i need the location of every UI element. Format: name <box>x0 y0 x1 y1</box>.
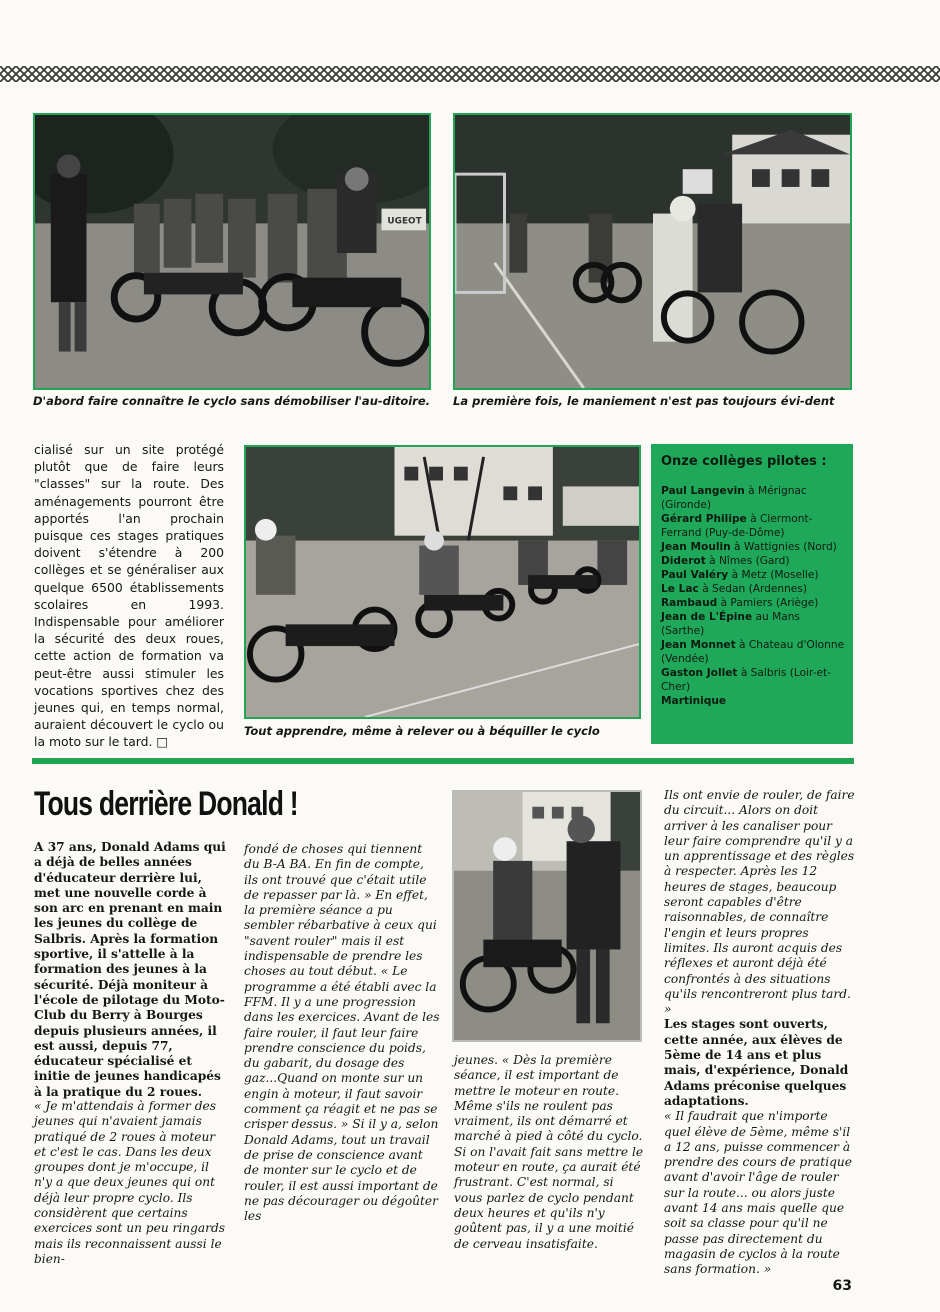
box-title: Onze collèges pilotes : <box>661 454 827 469</box>
list-item: Jean de L'Épine au Mans (Sarthe) <box>661 611 800 637</box>
page-number: 63 <box>832 1278 852 1294</box>
pilot-colleges-box <box>651 444 853 744</box>
list-item: Martinique <box>661 695 727 707</box>
article-column-4 <box>664 788 856 1278</box>
article-column-1-quote: « Je m'attendais à former des jeunes qui n'avaient jamais pratiqué de 2 roues à moteur et c'est le cas. Dans les deux groupes dont je m'occupe, il n'y a que deux jeunes qui ont déjà leur propre cyclo. Ils considèrent que certains exercices sont un peu ringards mais ils reconnaissent aussi le bien- <box>34 1099 226 1266</box>
photo-caption-top-right: La première fois, le maniement n'est pas toujours évi-dent <box>453 394 835 408</box>
decorative-band <box>0 66 940 82</box>
list-item: Le Lac à Sedan (Ardennes) <box>661 583 807 595</box>
list-item: Jean Monnet à Chateau d'Olonne (Vendée) <box>661 639 845 665</box>
list-item: Gérard Philipe à Clermont-Ferrand (Puy-de-Dôme) <box>661 513 813 539</box>
photo-instructor-with-student <box>452 790 642 1042</box>
article-column-3: jeunes. « Dès la première séance, il est important de mettre le moteur en route. Même s'ils ne roulent pas vraiment, ils ont démarré et marché à pied à côté du cyclo. Si on l'avait fait sans mettre le moteur en route, ça aurait été frustrant. C'est normal, si vous parlez de cyclo pendant deux heures et qu'ils n'y goûtent pas, il y a une moitié de cerveau insatisfaite. <box>454 1053 644 1251</box>
article-column-2: fondé de choses qui tiennent du B-A BA. En fin de compte, ils ont trouvé que c'était utile de repasser par là. » En effet, la première séance a pu sembler rébarbative à ceux qui "savent rouler" mais il est indispensable de prendre les choses au tout début. « Le programme a été établi avec la FFM. Il y a une progression dans les exercices. Avant de les faire rouler, il faut leur faire prendre conscience du poids, du gabarit, du dosage des gaz...Quand on monte sur un engin à moteur, il faut savoir comment ça réagit et ne pas se crisper dessus. » Si il y a, selon Donald Adams, tout un travail de prise de conscience avant de monter sur le cyclo et de rouler, il est aussi important de ne pas décourager ou dégoûter les <box>244 842 440 1224</box>
column-4-paragraph-2: Les stages sont ouverts, cette année, aux élèves de 5ème de 14 ans et plus mais, d'expérience, Donald Adams préconise quelques adaptations. <box>664 1017 849 1108</box>
column-4-paragraph-3: « Il faudrait que n'importe quel élève de 5ème, même s'il a 12 ans, puisse commencer à prendre des cours de pratique avant d'avoir l'âge de rouler sur la route... ou alors juste avant 14 ans mais quelle que soit sa classe pour qu'il ne passe pas directement du magasin de cyclos à la route sans formation. » <box>664 1109 852 1277</box>
college-list <box>661 484 845 708</box>
list-item: Jean Moulin à Wattignies (Nord) <box>661 541 837 553</box>
list-item: Paul Langevin à Mérignac (Gironde) <box>661 485 807 511</box>
article-headline: Tous derrière Donald ! <box>34 785 298 823</box>
photo-students-handling-moped <box>453 113 852 390</box>
photo-group-with-mopeds <box>33 113 431 390</box>
sign-text: UGEOT <box>387 216 422 227</box>
article-intro: A 37 ans, Donald Adams qui a déjà de belles années d'éducateur derrière lui, met une nouvelle corde à son arc en prenant en main les jeunes du collège de Salbris. Après la formation sportive, il s'attelle à la formation des jeunes à la sécurité. Déjà moniteur à l'école de pilotage du Moto-Club du Berry à Bourges depuis plusieurs années, il est aussi, depuis 77, éducateur spécialisé et initie de jeunes handicapés à la pratique du 2 roues. <box>34 840 226 1099</box>
list-item: Diderot à Nîmes (Gard) <box>661 555 790 567</box>
photo-mopeds-on-ground <box>244 445 641 719</box>
list-item: Paul Valéry à Metz (Moselle) <box>661 569 819 581</box>
article-text-continuation: cialisé sur un site protégé plutôt que de faire leurs "classes" sur la route. Des aménagements pourront être apportés l'an prochain puisque ces stages pratiques doivent s'étendre à 200 collèges et se généraliser aux quelque 6500 établissements scolaires en 1993. Indispensable pour améliorer la sécurité des deux roues, cette action de formation va peut-être aussi stimuler les vocations sportives chez des jeunes qui, en temps normal, auraient découvert le cyclo ou la moto sur le tard. □ <box>34 442 224 750</box>
list-item: Gaston Jollet à Salbris (Loir-et-Cher) <box>661 667 832 693</box>
list-item: Rambaud à Pamiers (Ariège) <box>661 597 819 609</box>
photo-caption-top-left: D'abord faire connaître le cyclo sans démobiliser l'au-ditoire. <box>33 394 431 408</box>
photo-caption-middle: Tout apprendre, même à relever ou à béquiller le cyclo <box>244 724 600 738</box>
section-divider <box>32 758 854 764</box>
column-4-paragraph-1: Ils ont envie de rouler, de faire du circuit... Alors on doit arriver à les canaliser pour leur faire comprendre qu'il y a un apprentissage et des règles à respecter. Après les 12 heures de stages, beaucoup seront capables d'être raisonnables, de connaître l'engin et leurs propres limites. Ils auront acquis des réflexes et auront déjà été confrontés à des situations qu'ils rencontreront plus tard. » <box>664 788 855 1017</box>
